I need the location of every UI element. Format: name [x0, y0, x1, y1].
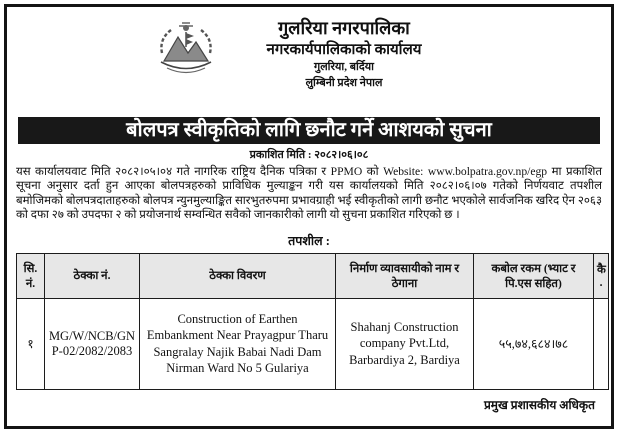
- office-province: लुम्बिनी प्रदेश नेपाल: [305, 76, 383, 89]
- cell-contract-description: Construction of Earthen Embankment Near Prayagpur Tharu Sangralay Najik Babai Nadi Dam Nirman Ward No 5 Gulariya: [140, 298, 336, 389]
- notice-title-banner: बोलपत्र स्वीकृतिको लागि छनौट गर्ने आशयको सुचना: [18, 117, 600, 144]
- notice-paragraph: यस कार्यालयवाट मिति २०८२।०५।०४ गते नागरिक राष्ट्रिय दैनिक पत्रिका र PPMO को Website: www.bolpatra.gov.np/egp मा प्रकाशित सूचना अनुसार दर्ता हुन आएका बोलपत्रहरुको प्राविधिक मुल्याङ्कन गरी यस कार्यालयको मिति २०८२।०६।०७ गतेको निर्णयवाट तपशील बमोजिमको बोलपत्रदाताहरुको बोलपत्र न्युनमुल्याङ्कित सारभुतरुपमा प्रभावग्राही भई स्वीकृतीको लागी छनौट भएकोले सार्वजनिक खरिद ऐन २०६३ को दफा २७ को उपदफा २ को प्रयोजनार्थ सम्वन्धित सवैको जानकारीको लागी यो सुचना प्रकाशित गरिएको छ ।: [16, 165, 602, 222]
- published-date: प्रकाशित मिति : २०८२।०६।०८: [249, 149, 369, 161]
- document-frame: [4, 4, 614, 429]
- table-header-row: [17, 253, 609, 298]
- cell-quoted-amount: ५५,७४,६८४।७८: [474, 298, 594, 389]
- office-name: नगरकार्यपालिकाको कार्यालय: [266, 41, 422, 58]
- municipal-emblem-icon: [149, 19, 223, 85]
- tender-table: [16, 253, 609, 390]
- cell-remarks: [594, 298, 609, 389]
- signature-title: प्रमुख प्रशासकीय अधिकृत: [483, 397, 595, 412]
- col-header-contract-description: ठेक्का विवरण: [140, 253, 336, 298]
- letterhead: [7, 7, 611, 113]
- letterhead-text: [7, 17, 611, 92]
- cell-contract-no: MG/W/NCB/GNP-02/2082/2083: [45, 298, 140, 389]
- office-address: गुलरिया, बर्दिया: [314, 60, 374, 73]
- cell-sn: १: [17, 298, 45, 389]
- cell-contractor: Shahanj Construction company Pvt.Ltd, Barbardiya 2, Bardiya: [336, 298, 474, 389]
- col-header-quoted-amount: कबोल रकम (भ्याट र पि.एस सहित): [474, 253, 594, 298]
- municipality-name: गुलरिया नगरपालिका: [278, 18, 410, 38]
- table-row: [17, 298, 609, 389]
- col-header-contractor: निर्माण व्यावसायीको नाम र ठेगाना: [336, 253, 474, 298]
- col-header-contract-no: ठेक्का नं.: [45, 253, 140, 298]
- col-header-remarks: कै.: [594, 253, 609, 298]
- col-header-sn: सि. नं.: [17, 253, 45, 298]
- details-heading: तपशील :: [288, 233, 330, 248]
